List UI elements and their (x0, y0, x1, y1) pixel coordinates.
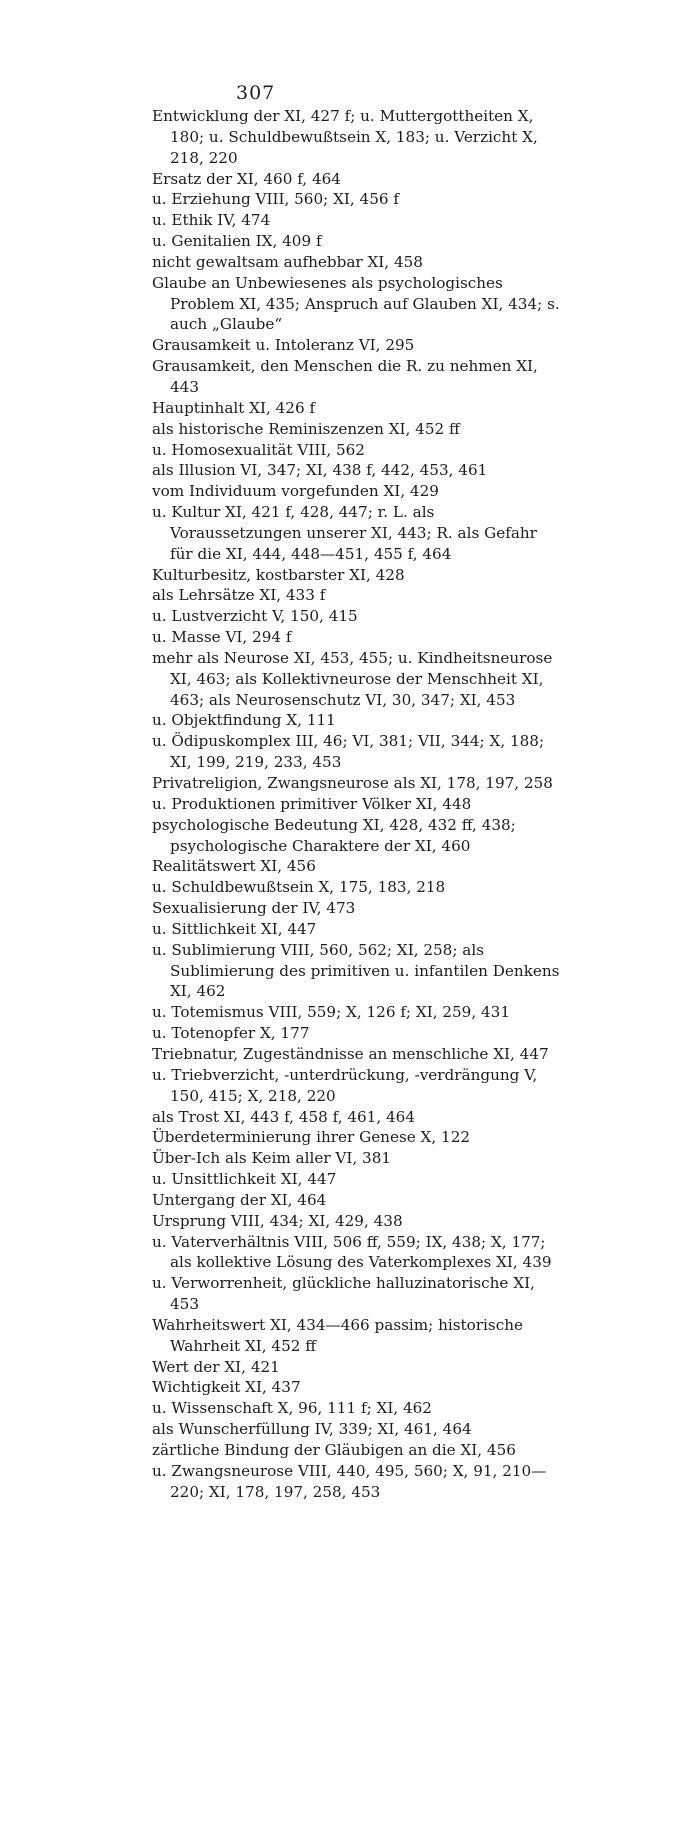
index-entry: Entwicklung der XI, 427 f; u. Muttergottheiten X, 180; u. Schuldbewußtsein X, 183; u. Verzicht X, 218, 220 (152, 107, 538, 167)
index-entry: u. Sittlichkeit XI, 447 (152, 919, 317, 938)
index-entry: u. Totenopfer X, 177 (152, 1024, 310, 1043)
index-entry: Realitätswert XI, 456 (152, 857, 316, 876)
index-entry: u. Erziehung VIII, 560; XI, 456 f (152, 190, 399, 209)
index-entry: u. Unsittlichkeit XI, 447 (152, 1170, 337, 1189)
index-entry-list (152, 106, 560, 1503)
index-entry: Überdeterminierung ihrer Genese X, 122 (152, 1128, 471, 1147)
index-entry: als Trost XI, 443 f, 458 f, 461, 464 (152, 1107, 415, 1126)
index-entry: Untergang der XI, 464 (152, 1190, 327, 1209)
index-entry: u. Sublimierung VIII, 560, 562; XI, 258; als Sublimierung des primitiven u. infantilen Denkens XI, 462 (152, 940, 560, 1001)
index-entry: als historische Reminiszenzen XI, 452 ff (152, 419, 460, 438)
index-entry: mehr als Neurose XI, 453, 455; u. Kindheitsneurose XI, 463; als Kollektivneurose der Menschheit XI, 463; als Neurosenschutz VI, 30, 347; XI, 453 (152, 648, 553, 709)
index-entry: zärtliche Bindung der Gläubigen an die XI, 456 (152, 1441, 516, 1459)
index-entry: als Illusion VI, 347; XI, 438 f, 442, 453, 461 (152, 461, 488, 480)
index-entry: Sexualisierung der IV, 473 (152, 899, 356, 918)
index-entry: u. Ethik IV, 474 (152, 211, 271, 230)
index-entry: Grausamkeit, den Menschen die R. zu nehmen XI, 443 (152, 357, 538, 396)
index-entry: u. Verworrenheit, glückliche halluzinatorische XI, 453 (152, 1274, 535, 1314)
index-entry: Kulturbesitz, kostbarster XI, 428 (152, 565, 405, 584)
page-number: 307 (236, 82, 276, 104)
index-entry: u. Triebverzicht, -unterdrückung, -verdrängung V, 150, 415; X, 218, 220 (152, 1065, 538, 1105)
index-entry: u. Objektfindung X, 111 (152, 711, 336, 730)
index-entry: Privatreligion, Zwangsneurose als XI, 178, 197, 258 (152, 774, 553, 792)
index-entry: Ursprung VIII, 434; XI, 429, 438 (152, 1211, 403, 1230)
index-entry: u. Totemismus VIII, 559; X, 126 f; XI, 259, 431 (152, 1003, 510, 1022)
index-entry: u. Wissenschaft X, 96, 111 f; XI, 462 (152, 1399, 432, 1418)
index-entry: Über-Ich als Keim aller VI, 381 (152, 1149, 392, 1168)
index-entry: Grausamkeit u. Intoleranz VI, 295 (152, 336, 415, 355)
index-entry: als Wunscherfüllung IV, 339; XI, 461, 464 (152, 1420, 472, 1439)
index-entry: u. Schuldbewußtsein X, 175, 183, 218 (152, 878, 446, 897)
index-entry: u. Produktionen primitiver Völker XI, 448 (152, 794, 472, 813)
index-entry: u. Kultur XI, 421 f, 428, 447; r. L. als Voraussetzungen unserer XI, 443; R. als Gefahr für die XI, 444, 448—451, 455 f, 464 (152, 503, 537, 563)
index-entry: Hauptinhalt XI, 426 f (152, 398, 316, 417)
index-entry: Glaube an Unbewiesenes als psychologisches Problem XI, 435; Anspruch auf Glauben XI, 434; s. auch „Glaube“ (152, 273, 560, 334)
index-entry: vom Individuum vorgefunden XI, 429 (152, 482, 439, 501)
index-entry: u. Zwangsneurose VIII, 440, 495, 560; X, 91, 210—220; XI, 178, 197, 258, 453 (152, 1461, 547, 1501)
index-entry: u. Vaterverhältnis VIII, 506 ff, 559; IX, 438; X, 177; als kollektive Lösung des Vaterkomplexes XI, 439 (152, 1232, 552, 1272)
index-entry: u. Lustverzicht V, 150, 415 (152, 607, 358, 626)
index-entry: Wichtigkeit XI, 437 (152, 1378, 301, 1397)
index-entry: psychologische Bedeutung XI, 428, 432 ff, 438; psychologische Charaktere der XI, 460 (152, 815, 516, 855)
index-entry: Triebnatur, Zugeständnisse an menschliche XI, 447 (152, 1044, 549, 1063)
index-entry: Wahrheitswert XI, 434—466 passim; historische Wahrheit XI, 452 ff (152, 1315, 523, 1355)
index-entry: als Lehrsätze XI, 433 f (152, 586, 326, 605)
index-entry: u. Ödipuskomplex III, 46; VI, 381; VII, 344; X, 188; XI, 199, 219, 233, 453 (152, 732, 545, 772)
index-entry: u. Homosexualität VIII, 562 (152, 440, 365, 459)
index-entry: nicht gewaltsam aufhebbar XI, 458 (152, 252, 423, 271)
index-entry: Ersatz der XI, 460 f, 464 (152, 169, 341, 188)
index-entry: u. Masse VI, 294 f (152, 628, 292, 647)
index-entry: u. Genitalien IX, 409 f (152, 232, 322, 251)
index-entry: Wert der XI, 421 (152, 1357, 280, 1376)
